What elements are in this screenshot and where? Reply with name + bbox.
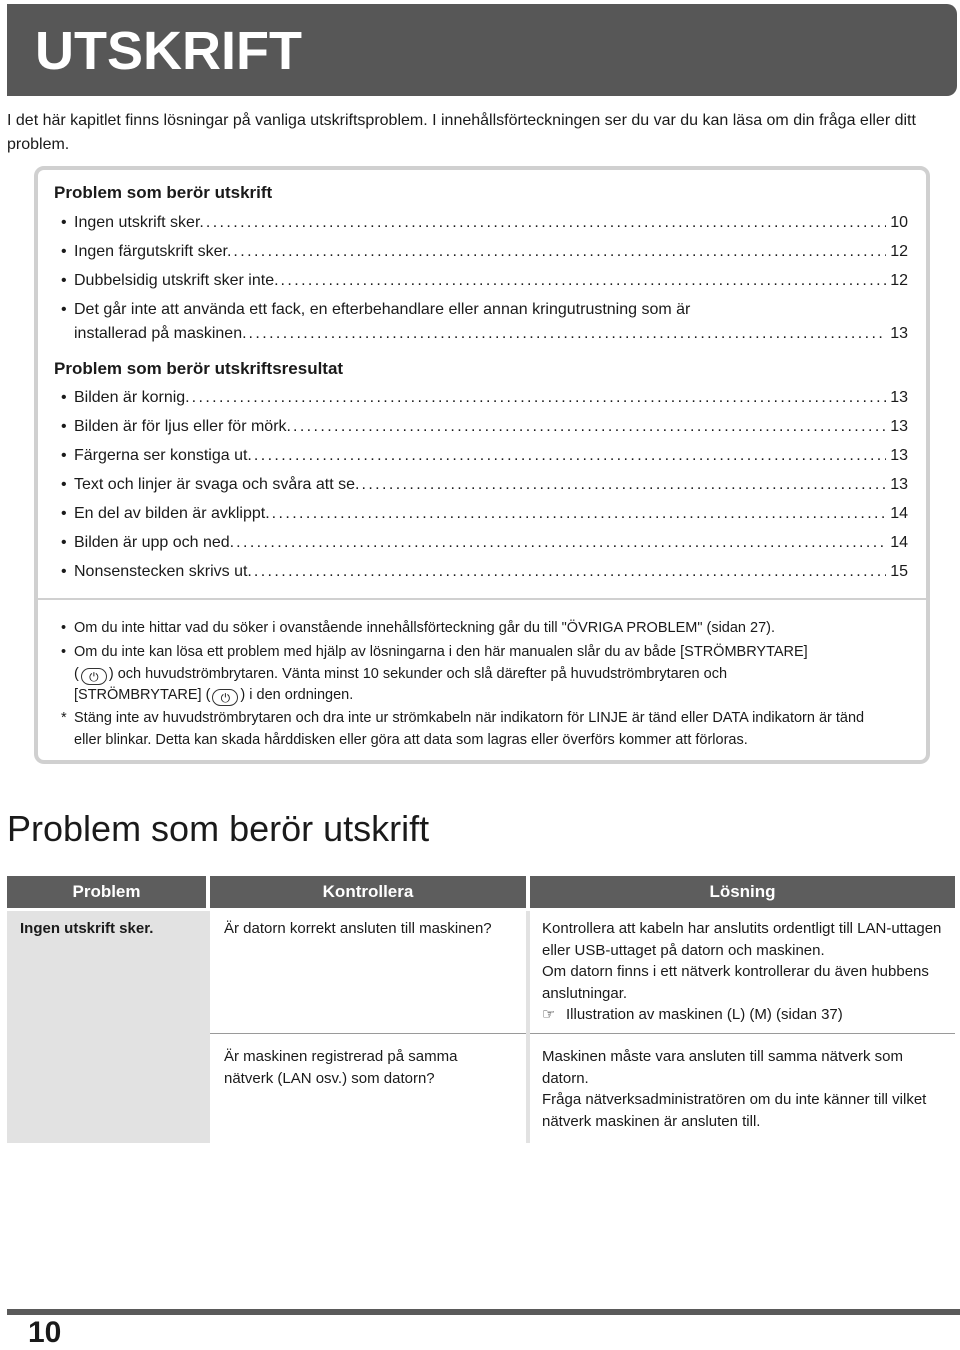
reference-link[interactable]: ☞ Illustration av maskinen (L) (M) (sidan 37) bbox=[542, 1004, 952, 1026]
toc-item[interactable]: • Ingen utskrift sker. ..... 10 bbox=[74, 211, 908, 235]
table-header-solution: Lösning bbox=[530, 876, 955, 908]
toc-item[interactable]: • Text och linjer är svaga och svåra att se. ..... 13 bbox=[74, 473, 908, 497]
intro-text: I det här kapitlet finns lösningar på vanliga utskriftsproblem. I innehållsförteckningen ser du var du kan läsa om din fråga eller ditt problem. bbox=[7, 112, 916, 153]
toc-page-number: 15 bbox=[890, 563, 908, 580]
chapter-banner bbox=[7, 4, 957, 96]
footer-rule bbox=[7, 1309, 960, 1315]
toc-box bbox=[34, 166, 930, 764]
bullet-icon: • bbox=[61, 534, 67, 551]
toc-page-number: 12 bbox=[890, 272, 908, 289]
bullet-icon: • bbox=[61, 644, 67, 660]
bullet-icon: • bbox=[61, 620, 67, 636]
table-header-check: Kontrollera bbox=[210, 876, 526, 908]
toc-item[interactable]: • Bilden är för ljus eller för mörk. ..... 13 bbox=[74, 415, 908, 439]
note: • Om du inte hittar vad du söker i ovanstående innehållsförteckning går du till "ÖVRIGA PROBLEM" (sidan 27). bbox=[74, 618, 894, 640]
toc-item[interactable]: • Nonsenstecken skrivs ut. ..... 15 bbox=[74, 560, 908, 584]
bullet-icon: • bbox=[61, 301, 67, 318]
toc-page-number: 13 bbox=[890, 447, 908, 464]
row-divider bbox=[530, 1033, 955, 1034]
toc-item[interactable]: • Färgerna ser konstiga ut. ..... 13 bbox=[74, 444, 908, 468]
table-header-problem: Problem bbox=[7, 876, 206, 908]
table-cell-check: Är maskinen registrerad på samma nätverk (LAN osv.) som datorn? bbox=[224, 1048, 458, 1087]
pointing-hand-icon: ☞ bbox=[542, 1006, 556, 1023]
toc-heading-utskrift: Problem som berör utskrift bbox=[54, 183, 273, 202]
bullet-icon: • bbox=[61, 418, 67, 435]
divider bbox=[38, 598, 926, 600]
toc-page-number: 13 bbox=[890, 325, 908, 342]
asterisk-marker: * bbox=[61, 710, 67, 726]
bullet-icon: • bbox=[61, 505, 67, 522]
toc-page-number: 12 bbox=[890, 243, 908, 260]
bullet-icon: • bbox=[61, 214, 67, 231]
page-number: 10 bbox=[28, 1316, 62, 1349]
chapter-title: UTSKRIFT bbox=[35, 21, 302, 81]
power-icon: ⏻ bbox=[212, 689, 238, 706]
table-cell-solution: Maskinen måste vara ansluten till samma nätverk som datorn. Fråga nätverksadministratören om du inte känner till vilket nätverk maskinen är ansluten till. bbox=[542, 1048, 927, 1130]
table-cell-solution: Kontrollera att kabeln har anslutits ordentligt till LAN-uttagen eller USB-uttaget på datorn och maskinen. Om datorn finns i ett nätverk kontrollerar du även hubbens anslutningar. ☞ Illustration av maskinen (L) (M) (sidan 37) bbox=[542, 918, 952, 1026]
bullet-icon: • bbox=[61, 447, 67, 464]
toc-item[interactable]: • Det går inte att använda ett fack, en efterbehandlare eller annan kringutrustning som är installerad på maskinen. ..... 13 bbox=[74, 298, 908, 346]
toc-page-number: 13 bbox=[890, 389, 908, 406]
section-title: Problem som berör utskrift bbox=[7, 808, 430, 849]
bullet-icon: • bbox=[61, 389, 67, 406]
toc-heading-utskriftsresultat: Problem som berör utskriftsresultat bbox=[54, 359, 344, 378]
row-divider bbox=[210, 1033, 526, 1034]
toc-page-number: 13 bbox=[890, 418, 908, 435]
note: • Om du inte kan lösa ett problem med hjälp av lösningarna i den här manualen slår du av både [STRÖMBRYTARE] ( ⏻ ) och huvudströmbrytaren. Vänta minst 10 sekunder och slå därefter på huvudströmbrytaren och [STRÖMBRYTARE] ( ⏻ ) i den ordningen. bbox=[61, 644, 808, 705]
toc-item[interactable]: • En del av bilden är avklippt. ..... 14 bbox=[74, 502, 908, 526]
toc-item[interactable]: • Dubbelsidig utskrift sker inte. ..... 12 bbox=[74, 269, 908, 293]
table-cell-problem: Ingen utskrift sker. bbox=[20, 920, 154, 937]
toc-item[interactable]: • Ingen färgutskrift sker. ..... 12 bbox=[74, 240, 908, 264]
toc-page-number: 13 bbox=[890, 476, 908, 493]
toc-page-number: 10 bbox=[890, 214, 908, 231]
bullet-icon: • bbox=[61, 243, 67, 260]
bullet-icon: • bbox=[61, 476, 67, 493]
table-cell-check: Är datorn korrekt ansluten till maskinen? bbox=[224, 920, 492, 937]
toc-item[interactable]: • Bilden är upp och ned. ..... 14 bbox=[74, 531, 908, 555]
power-icon: ⏻ bbox=[81, 668, 107, 685]
bullet-icon: • bbox=[61, 563, 67, 580]
toc-page-number: 14 bbox=[890, 534, 908, 551]
toc-page-number: 14 bbox=[890, 505, 908, 522]
warning-note: * Stäng inte av huvudströmbrytaren och dra inte ur strömkabeln när indikatorn för LINJE är tänd eller DATA indikatorn är tänd eller blinkar. Detta kan skada hårddisken eller göra att data som lagras eller överförs kommer att förloras. bbox=[61, 710, 865, 748]
toc-item[interactable]: • Bilden är kornig. ..... 13 bbox=[74, 386, 908, 410]
bullet-icon: • bbox=[61, 272, 67, 289]
